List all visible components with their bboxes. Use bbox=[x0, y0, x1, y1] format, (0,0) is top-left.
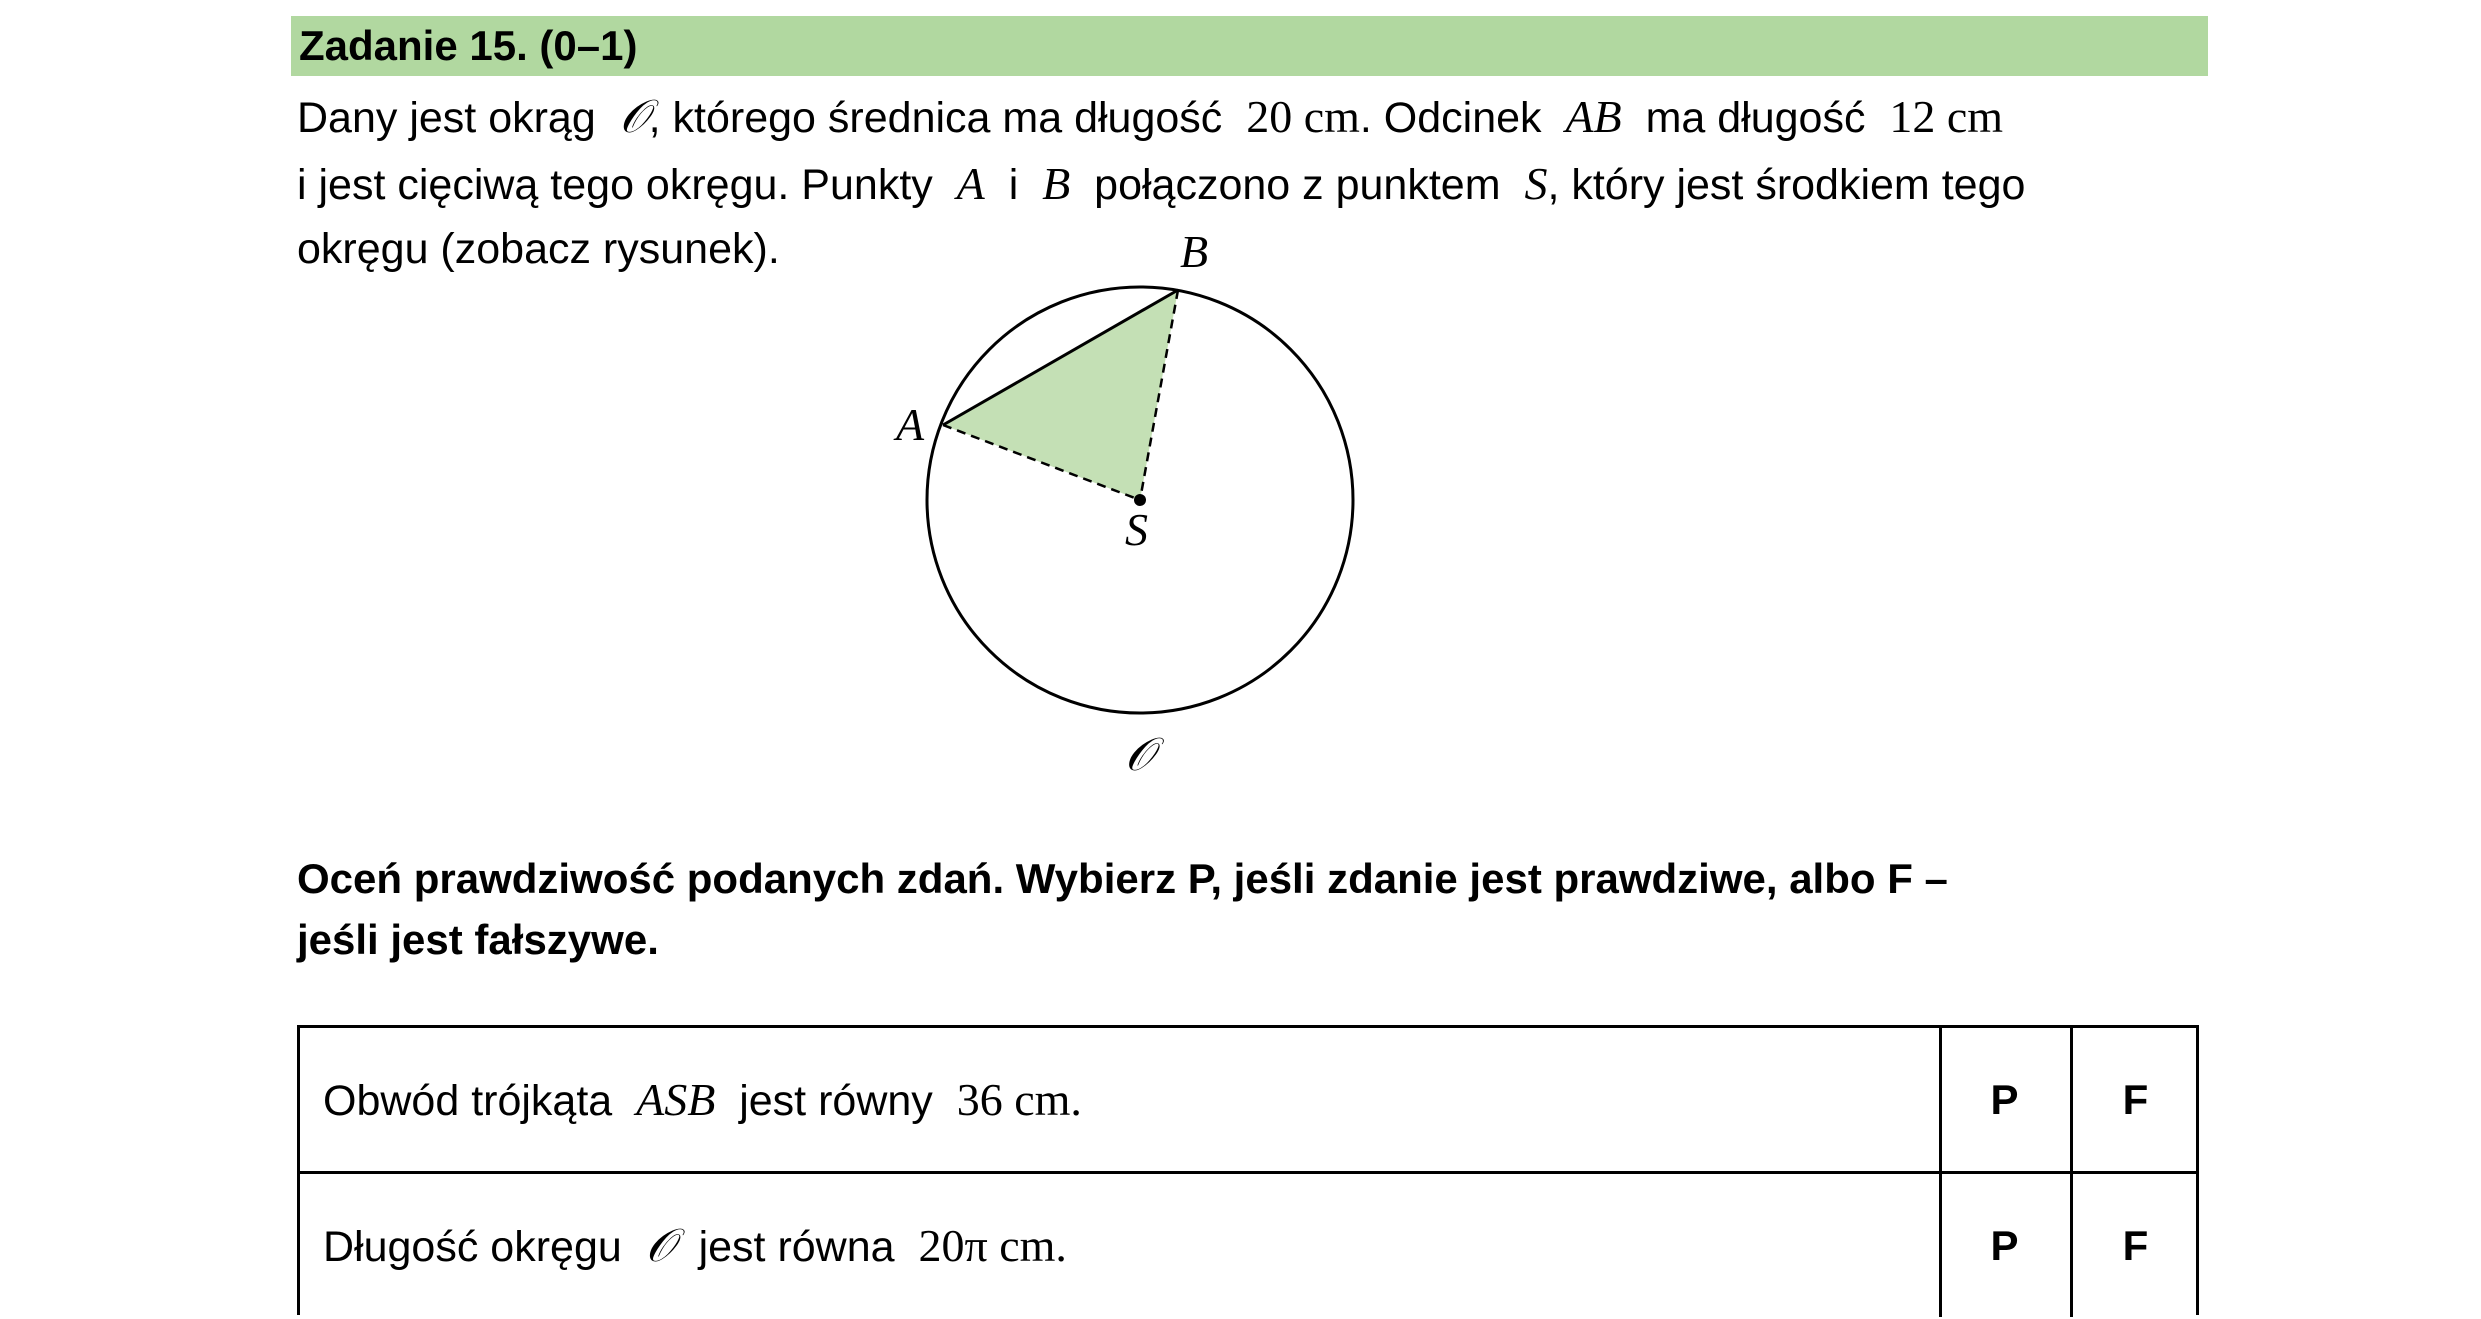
math-circle-o: 𝒪 bbox=[645, 1220, 675, 1271]
option-p-1[interactable]: P bbox=[1939, 1028, 2067, 1171]
math-circle-o: 𝒪 bbox=[619, 91, 649, 142]
math-ab: AB bbox=[1565, 91, 1622, 142]
math-b: B bbox=[1042, 158, 1071, 209]
label-o: 𝒪 bbox=[1125, 729, 1154, 780]
table-row bbox=[300, 1174, 2196, 1317]
text: Dany jest okrąg bbox=[297, 94, 596, 142]
label-a: A bbox=[896, 399, 925, 450]
circle-figure bbox=[880, 230, 1400, 800]
problem-line-1 bbox=[297, 90, 2003, 145]
statement-2 bbox=[323, 1174, 1067, 1319]
math-chord: 12 cm bbox=[1889, 91, 2004, 142]
task-header bbox=[291, 16, 2208, 76]
instruction-line-2: jeśli jest fałszywe. bbox=[297, 916, 659, 963]
math-value: 20π cm. bbox=[918, 1220, 1067, 1271]
text: jest równy bbox=[739, 1077, 933, 1125]
text: i jest cięciwą tego okręgu. Punkty bbox=[297, 161, 933, 209]
option-p-2[interactable]: P bbox=[1939, 1174, 2067, 1317]
math-diameter: 20 cm bbox=[1246, 91, 1360, 142]
problem-line-3 bbox=[297, 222, 780, 276]
math-a: A bbox=[956, 158, 985, 209]
math-s: S bbox=[1524, 158, 1548, 209]
text: ma długość bbox=[1645, 94, 1866, 142]
text: okręgu (zobacz rysunek). bbox=[297, 225, 780, 273]
label-b: B bbox=[1180, 230, 1209, 277]
statement-1 bbox=[323, 1028, 1082, 1173]
instruction-line-1: Oceń prawdziwość podanych zdań. Wybierz P, jeśli zdanie jest prawdziwe, albo F – bbox=[297, 855, 1948, 902]
table-row bbox=[300, 1028, 2196, 1174]
option-f-1[interactable]: F bbox=[2070, 1028, 2198, 1171]
problem-line-2 bbox=[297, 157, 2025, 212]
option-f-2[interactable]: F bbox=[2070, 1174, 2198, 1317]
text: , którego średnica ma długość bbox=[648, 94, 1223, 142]
task-title: Zadanie 15. (0–1) bbox=[299, 22, 638, 69]
true-false-table bbox=[297, 1025, 2199, 1315]
text: , który jest środkiem tego bbox=[1547, 161, 2026, 209]
text: jest równa bbox=[698, 1223, 895, 1271]
text: . Odcinek bbox=[1359, 94, 1542, 142]
math-value: 36 cm. bbox=[956, 1074, 1082, 1125]
text: Obwód trójkąta bbox=[323, 1077, 613, 1125]
text: połączono z punktem bbox=[1094, 161, 1501, 209]
label-s: S bbox=[1125, 504, 1148, 555]
text: i bbox=[1008, 161, 1019, 209]
text: Długość okręgu bbox=[323, 1223, 622, 1271]
math-asb: ASB bbox=[636, 1074, 716, 1125]
